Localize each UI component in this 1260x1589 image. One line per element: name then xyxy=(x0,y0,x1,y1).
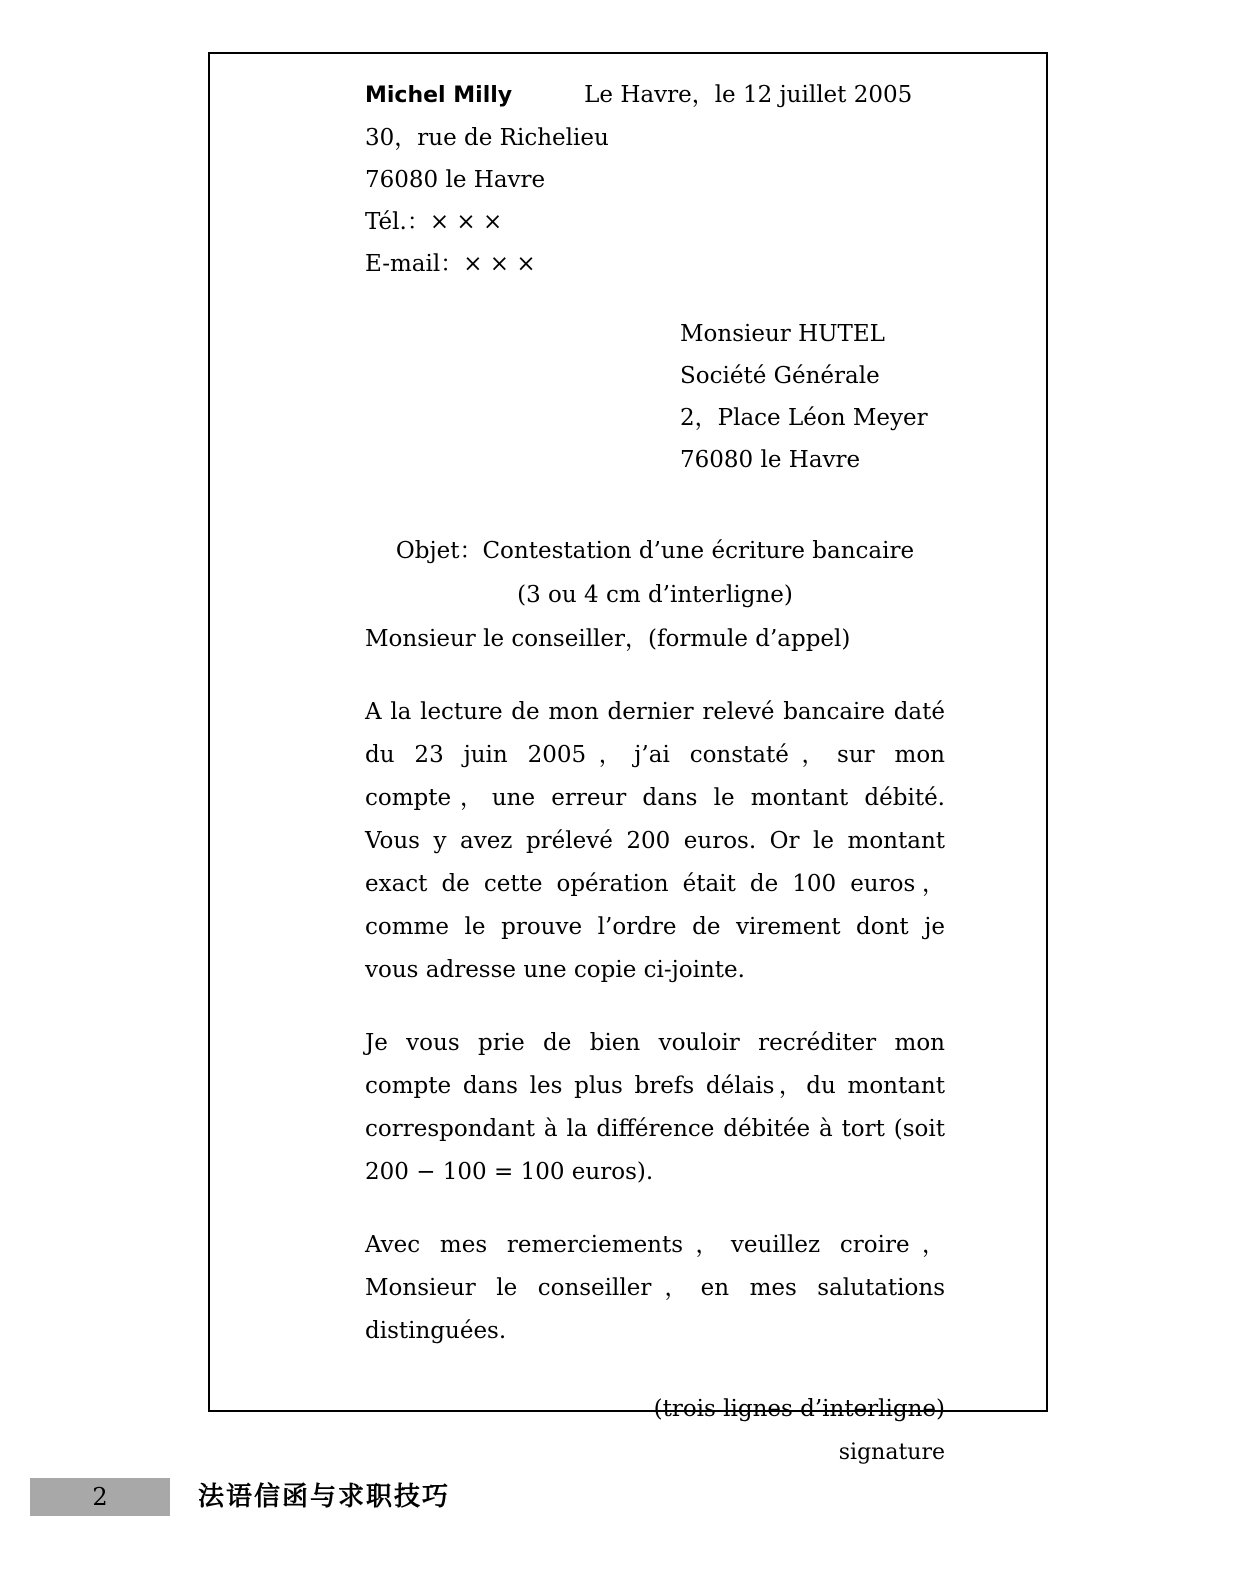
body-paragraph-1: A la lecture de mon dernier relevé bancaire daté du 23 juin 2005，j’ai constaté，sur mon compte，une erreur dans le montant débité. Vous y avez prélevé 200 euros. Or le montant exact de cette opération était de 100 euros，comme le prouve l’ordre de virement dont je vous adresse une copie ci-jointe. xyxy=(365,699,945,983)
recipient-block xyxy=(680,313,945,481)
sender-name: Michel Milly xyxy=(365,83,513,108)
book-title: 法语信函与求职技巧 xyxy=(198,1482,451,1512)
signature-label: signature xyxy=(838,1440,945,1465)
closing-block xyxy=(365,1387,945,1475)
sender-address-line-1: 30，rue de Richelieu xyxy=(365,125,609,151)
page-number: 2 xyxy=(92,1483,108,1511)
letter-body xyxy=(365,74,945,1475)
recipient-line-3: 2，Place Léon Meyer xyxy=(680,405,928,431)
subject-block xyxy=(365,529,945,617)
subject-note: (3 ou 4 cm d’interligne) xyxy=(517,582,793,608)
sender-phone: Tél.：× × × xyxy=(365,209,503,235)
recipient-line-1: Monsieur HUTEL xyxy=(680,321,885,347)
letter-page xyxy=(208,52,1048,1465)
body-paragraph-3: Avec mes remerciements，veuillez croire，Monsieur le conseiller，en mes salutations distinguées. xyxy=(365,1232,945,1344)
recipient-line-4: 76080 le Havre xyxy=(680,447,861,473)
sender-email: E-mail：× × × xyxy=(365,251,536,277)
body-paragraph-2: Je vous prie de bien vouloir recréditer mon compte dans les plus brefs délais，du montant correspondant à la différence débitée à tort (soit 200 − 100 = 100 euros). xyxy=(365,1030,945,1185)
sender-header xyxy=(365,74,945,117)
recipient-line-2: Société Générale xyxy=(680,363,880,389)
salutation: Monsieur le conseiller，(formule d’appel) xyxy=(365,626,851,652)
subject-line: Objet：Contestation d’une écriture bancaire xyxy=(395,538,915,564)
sender-address-line-2: 76080 le Havre xyxy=(365,167,546,193)
interligne-note: (trois lignes d’interligne) xyxy=(653,1396,945,1422)
page-footer xyxy=(30,1478,1030,1518)
dateline: Le Havre，le 12 juillet 2005 xyxy=(584,82,913,108)
